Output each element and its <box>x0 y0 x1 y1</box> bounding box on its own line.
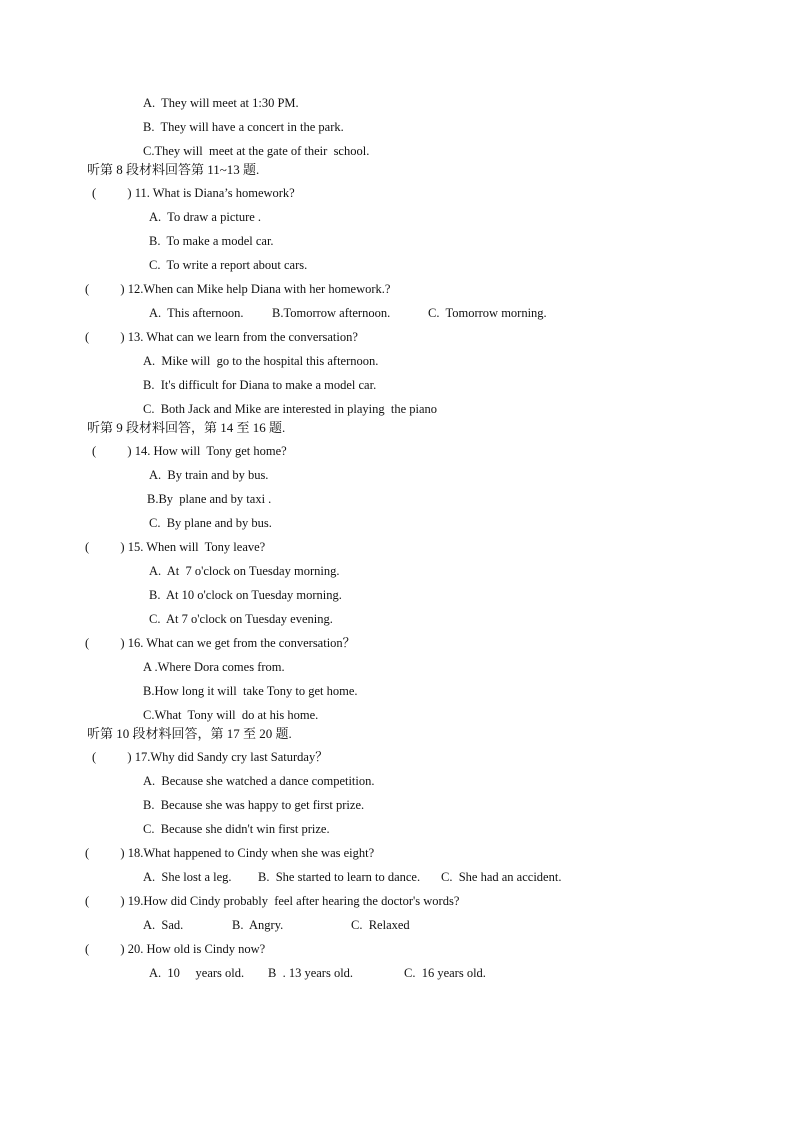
option-b: B. It's difficult for Diana to make a model car. <box>143 378 377 392</box>
option-b: B.How long it will take Tony to get home. <box>143 684 358 698</box>
option-c: C. At 7 o'clock on Tuesday evening. <box>149 612 333 626</box>
question-19: ( ) 19.How did Cindy probably feel after hearing the doctor's words? <box>85 894 460 908</box>
section-heading: 听第 8 段材料回答第 11~13 题. <box>87 162 260 177</box>
option-a: A. Mike will go to the hospital this afternoon. <box>143 354 379 368</box>
option-a: A. Because she watched a dance competition. <box>143 774 375 788</box>
option-b: B. At 10 o'clock on Tuesday morning. <box>149 588 342 602</box>
option-a: A. At 7 o'clock on Tuesday morning. <box>149 564 340 578</box>
option-c: C. Because she didn't win first prize. <box>143 822 330 836</box>
option-c: C.They will meet at the gate of their school. <box>143 144 370 158</box>
option-c: C. By plane and by bus. <box>149 516 272 530</box>
option-c: C. To write a report about cars. <box>149 258 308 272</box>
option-c: C. She had an accident. <box>441 870 562 884</box>
option-a: A. 10 years old. <box>149 966 245 980</box>
option-a: A. Sad. <box>143 918 184 932</box>
option-a: A. By train and by bus. <box>149 468 269 482</box>
option-b: B. She started to learn to dance. <box>258 870 421 884</box>
question-11: ( ) 11. What is Diana’s homework? <box>92 186 295 200</box>
section-heading: 听第 10 段材料回答，第 17 至 20 题. <box>87 726 292 741</box>
question-14: ( ) 14. How will Tony get home? <box>92 444 287 458</box>
option-a: A. To draw a picture . <box>149 210 262 224</box>
section-heading: 听第 9 段材料回答，第 14 至 16 题. <box>87 420 286 435</box>
option-a: A. They will meet at 1:30 PM. <box>143 96 299 110</box>
question-13: ( ) 13. What can we learn from the conversation? <box>85 330 358 344</box>
option-a: A .Where Dora comes from. <box>143 660 285 674</box>
option-b: B. To make a model car. <box>149 234 274 248</box>
option-b: B. They will have a concert in the park. <box>143 120 344 134</box>
option-c: C. Both Jack and Mike are interested in playing the piano <box>143 402 438 416</box>
option-b: B.Tomorrow afternoon. <box>272 306 391 320</box>
option-c: C. Relaxed <box>351 918 410 932</box>
option-c: C. 16 years old. <box>404 966 486 980</box>
question-17: ( ) 17.Why did Sandy cry last Saturday？ <box>92 750 328 764</box>
question-20: ( ) 20. How old is Cindy now? <box>85 942 266 956</box>
question-16: ( ) 16. What can we get from the conversation？ <box>85 636 356 650</box>
option-b: B. Angry. <box>232 918 284 932</box>
question-18: ( ) 18.What happened to Cindy when she was eight? <box>85 846 375 860</box>
question-12: ( ) 12.When can Mike help Diana with her homework.? <box>85 282 391 296</box>
option-a: A. She lost a leg. <box>143 870 232 884</box>
option-b: B.By plane and by taxi . <box>147 492 272 506</box>
option-c: C. Tomorrow morning. <box>428 306 547 320</box>
option-b: B . 13 years old. <box>268 966 354 980</box>
option-a: A. This afternoon. <box>149 306 244 320</box>
option-c: C.What Tony will do at his home. <box>143 708 319 722</box>
option-b: B. Because she was happy to get first prize. <box>143 798 365 812</box>
question-15: ( ) 15. When will Tony leave? <box>85 540 266 554</box>
